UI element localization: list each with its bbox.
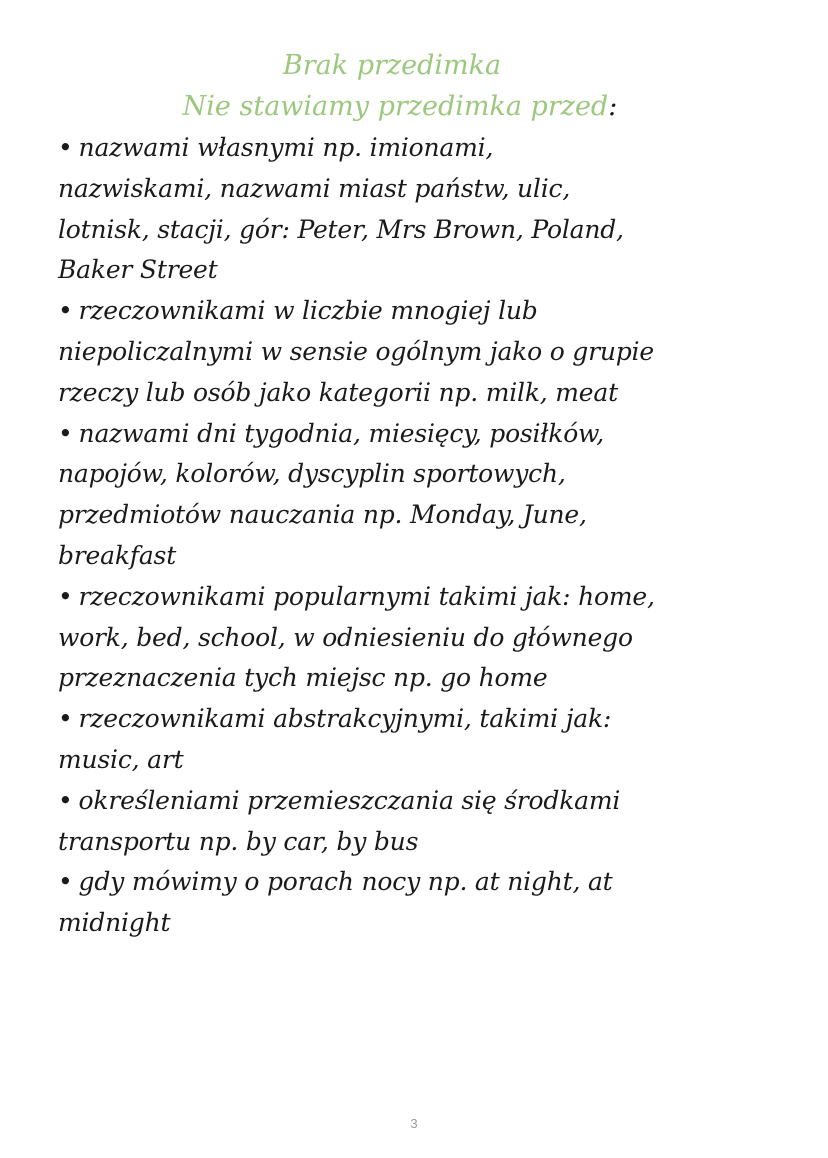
bullet-icon: • <box>58 581 73 611</box>
list-item-line <box>58 903 798 944</box>
list-item-line <box>58 291 798 332</box>
list-item-line <box>58 495 798 536</box>
list-item-line <box>58 699 798 740</box>
list-item-text: rzeczy lub osób jako kategorii np. milk, meat <box>58 377 618 407</box>
rule-list <box>58 128 798 944</box>
list-item-text: rzeczownikami abstrakcyjnymi, takimi jak: <box>78 704 612 734</box>
list-item-text: nazwami dni tygodnia, miesięcy, posiłków, <box>78 418 605 448</box>
list-item-text: music, art <box>58 744 184 774</box>
page-subtitle-colon: : <box>608 91 618 122</box>
page-subtitle-text: Nie stawiamy przedimka przed <box>182 91 609 122</box>
list-item-text: work, bed, school, w odniesieniu do głównego <box>58 622 633 652</box>
list-item-line <box>58 618 798 659</box>
list-item-line <box>58 210 798 251</box>
list-item <box>58 699 798 781</box>
list-item-line <box>58 658 798 699</box>
bullet-icon: • <box>58 296 73 326</box>
list-item-text: gdy mówimy o porach nocy np. at night, at <box>78 867 613 897</box>
list-item <box>58 291 798 413</box>
list-item-line <box>58 414 798 455</box>
list-item-text: określeniami przemieszczania się środkami <box>78 785 621 815</box>
bullet-icon: • <box>58 418 73 448</box>
list-item-line <box>58 577 798 618</box>
list-item-text: Baker Street <box>58 255 218 285</box>
list-item-text: napojów, kolorów, dyscyplin sportowych, <box>58 459 566 489</box>
list-item <box>58 781 798 863</box>
list-item-text: przedmiotów nauczania np. Monday, June, <box>58 500 587 530</box>
list-item-text: nazwiskami, nazwami miast państw, ulic, <box>58 173 571 203</box>
page-number: 3 <box>410 1116 418 1131</box>
list-item-text: transportu np. by car, by bus <box>58 826 419 856</box>
page-subtitle <box>0 87 800 127</box>
bullet-icon: • <box>58 785 73 815</box>
bullet-icon: • <box>58 704 73 734</box>
list-item-text: rzeczownikami popularnymi takimi jak: home, <box>78 581 655 611</box>
list-item-text: niepoliczalnymi w sensie ogólnym jako o grupie <box>58 336 654 366</box>
list-item-line <box>58 454 798 495</box>
list-item-line <box>58 169 798 210</box>
list-item-line <box>58 373 798 414</box>
list-item-line <box>58 781 798 822</box>
list-item <box>58 862 798 944</box>
list-item <box>58 414 798 577</box>
list-item-line <box>58 862 798 903</box>
list-item-line <box>58 822 798 863</box>
list-item-text: przeznaczenia tych miejsc np. go home <box>58 663 548 693</box>
list-item-line <box>58 536 798 577</box>
list-item-line <box>58 128 798 169</box>
list-item-line <box>58 332 798 373</box>
list-item-text: midnight <box>58 908 171 938</box>
list-item-text: rzeczownikami w liczbie mnogiej lub <box>78 296 538 326</box>
list-item <box>58 577 798 699</box>
bullet-icon: • <box>58 867 73 897</box>
bullet-icon: • <box>58 133 73 162</box>
page-title: Brak przedimka <box>282 50 502 81</box>
list-item <box>58 128 798 291</box>
list-item-text: breakfast <box>58 540 177 570</box>
list-item-line <box>58 740 798 781</box>
list-item-text: nazwami własnymi np. imionami, <box>78 133 494 162</box>
list-item-text: lotnisk, stacji, gór: Peter, Mrs Brown, Poland, <box>58 214 624 244</box>
list-item-line <box>58 250 798 291</box>
